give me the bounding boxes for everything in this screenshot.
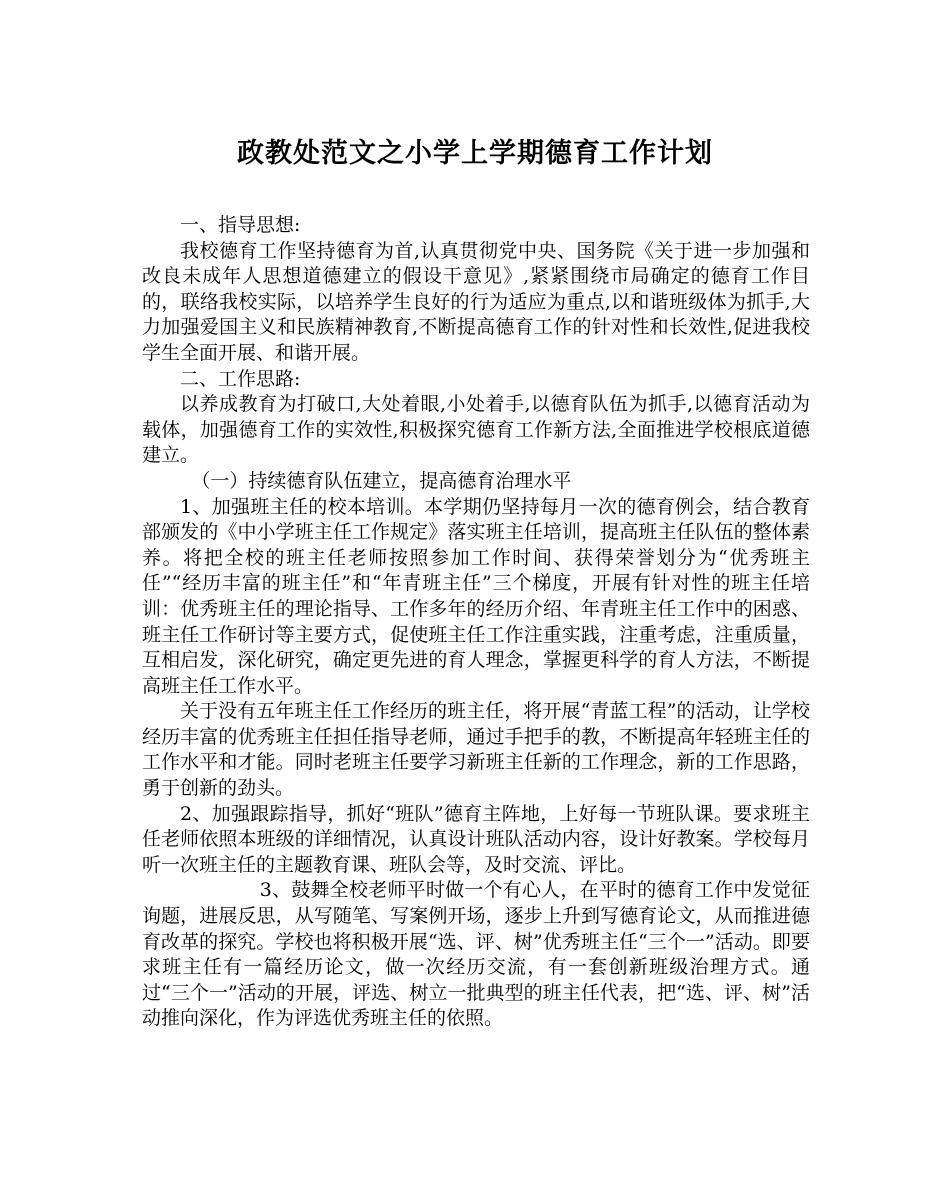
paragraph-item-2-tracking: 2、加强跟踪指导，抓好“班队”德育主阵地，上好每一节班队课。要求班主任老师依照本班级的详细情况，认真设计班队活动内容，设计好教案。学校每月听一次班主任的主题教育课、班队会等，及时交流、评比。 <box>142 802 810 876</box>
paragraph-item-1-training: 1、加强班主任的校本培训。本学期仍坚持每月一次的德育例会，结合教育部颁发的《中小学班主任工作规定》落实班主任培训，提高班主任队伍的整体素养。将把全校的班主任老师按照参加工作时间、获得荣誉划分为“优秀班主任”“经历丰富的班主任”和“年青班主任”三个梯度，开展有针对性的班主任培训：优秀班主任的理论指导、工作多年的经历介绍、年青班主任工作中的困惑、班主任工作研讨等主要方式，促使班主任工作注重实践，注重考虑，注重质量，互相启发，深化研究，确定更先进的育人理念，掌握更科学的育人方法，不断提高班主任工作水平。 <box>142 495 810 697</box>
document-body <box>142 213 810 1032</box>
section-heading-work-approach: 二、工作思路: <box>180 367 301 390</box>
subsection-heading-team-building: （一）持续德育队伍建立，提高德育治理水平 <box>191 469 572 492</box>
paragraph-guiding-thought: 我校德育工作坚持德育为首,认真贯彻党中央、国务院《关于进一步加强和改良未成年人思想道德建立的假设干意见》,紧紧围绕市局确定的德育工作目的，联络我校实际，以培养学生良好的行为适应为重点,以和谐班级体为抓手,大力加强爱国主义和民族精神教育,不断提高德育工作的针对性和长效性,促进我校学生全面开展、和谐开展。 <box>142 239 810 364</box>
paragraph-qinglan-project: 关于没有五年班主任工作经历的班主任，将开展“青蓝工程”的活动，让学校经历丰富的优秀班主任担任指导老师，通过手把手的教，不断提高年轻班主任的工作水平和才能。同时老班主任要学习新班主任新的工作理念，新的工作思路，勇于创新的劲头。 <box>142 700 810 800</box>
paragraph-item-3-encouragement: 3、鼓舞全校老师平时做一个有心人，在平时的德育工作中发觉征询题，进展反思，从写随笔、写案例开场，逐步上升到写德育论文，从而推进德育改革的探究。学校也将积极开展“选、评、树”优秀班主任“三个一”活动。即要求班主任有一篇经历论文，做一次经历交流，有一套创新班级治理方式。通过“三个一”活动的开展，评选、树立一批典型的班主任代表，把“选、评、树”活动推向深化，作为评选优秀班主任的依照。 <box>142 879 810 1030</box>
document-title: 政教处范文之小学上学期德育工作计划 <box>237 138 713 169</box>
paragraph-work-approach: 以养成教育为打破口,大处着眼,小处着手,以德育队伍为抓手,以德育活动为载体，加强德育工作的实效性,积极探究德育工作新方法,全面推进学校根底道德建立。 <box>142 393 810 467</box>
section-heading-guiding-thought: 一、指导思想: <box>180 214 301 236</box>
